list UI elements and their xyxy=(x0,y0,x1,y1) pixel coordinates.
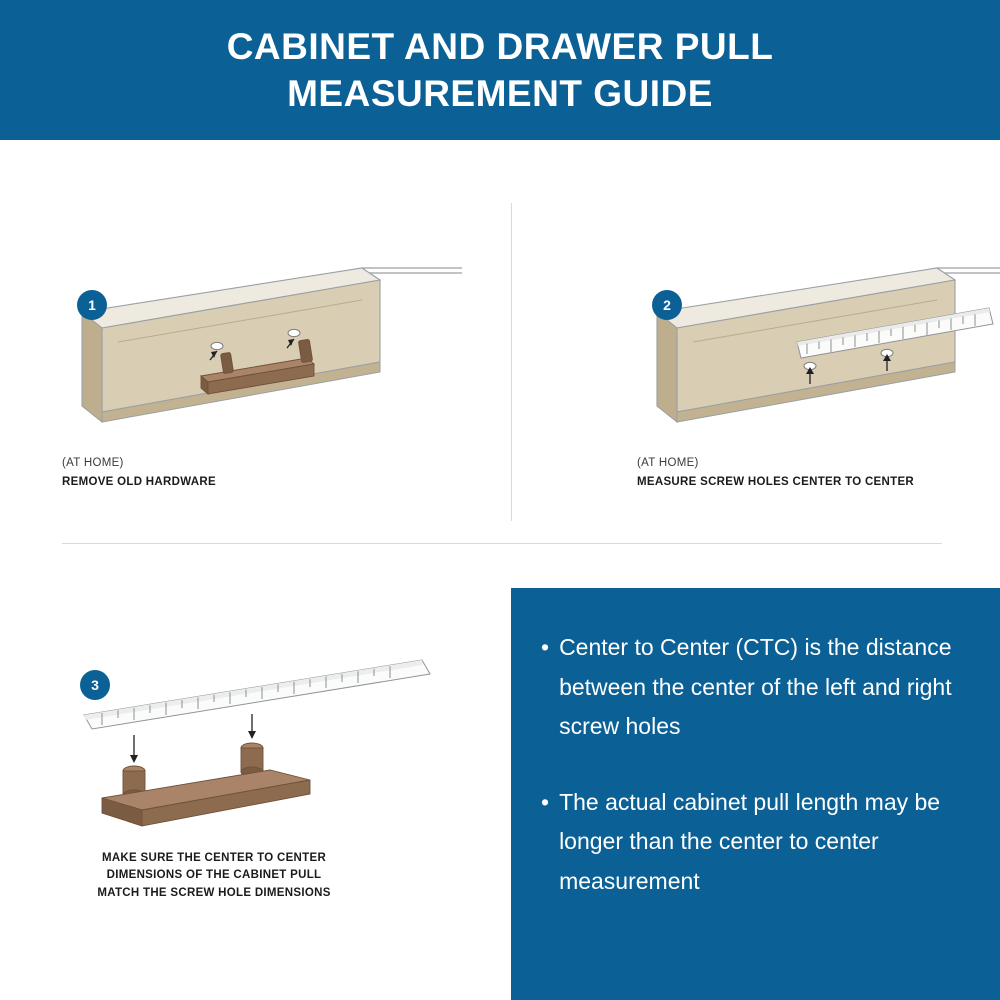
step-badge-2: 2 xyxy=(652,290,682,320)
step-1-pre-caption: (AT HOME) xyxy=(62,457,124,469)
step-badge-1: 1 xyxy=(77,290,107,320)
callout-item-1 xyxy=(541,628,972,747)
step-2-caption: MEASURE SCREW HOLES CENTER TO CENTER xyxy=(637,476,915,489)
step-2-illustration xyxy=(637,250,1000,455)
step-1-caption: REMOVE OLD HARDWARE xyxy=(62,476,216,489)
step-panel-2 xyxy=(637,250,1000,492)
step-2-pre-caption: (AT HOME) xyxy=(637,457,699,469)
callout-text-2: The actual cabinet pull length may be longer than the center to center measurement xyxy=(559,788,941,894)
drawer-remove-hardware-drawing xyxy=(62,250,462,455)
header-banner xyxy=(0,0,1000,140)
step-badge-3: 3 xyxy=(80,670,110,700)
bullet-icon-2: • xyxy=(541,788,550,815)
step-panel-1 xyxy=(62,250,462,492)
callout-text-1: Center to Center (CTC) is the distance between the center of the left and right screw holes xyxy=(559,634,952,740)
bullet-icon-1: • xyxy=(541,634,550,660)
step-1-illustration xyxy=(62,250,462,455)
page-title: CABINET AND DRAWER PULL MEASUREMENT GUIDE xyxy=(226,25,774,114)
step-panel-3 xyxy=(62,630,442,902)
step-3-caption: MAKE SURE THE CENTER TO CENTER DIMENSIONS OF THE CABINET PULL MATCH THE SCREW HOLE DIMENSIONS xyxy=(97,852,331,899)
vertical-divider xyxy=(511,203,512,521)
drawer-measure-center-to-center-drawing xyxy=(637,250,1000,455)
callout-box xyxy=(511,588,1000,1000)
ruler-above-pull-drawing xyxy=(62,630,442,850)
horizontal-divider xyxy=(62,543,942,544)
callout-item-2 xyxy=(541,783,972,902)
step-3-illustration xyxy=(62,630,442,850)
